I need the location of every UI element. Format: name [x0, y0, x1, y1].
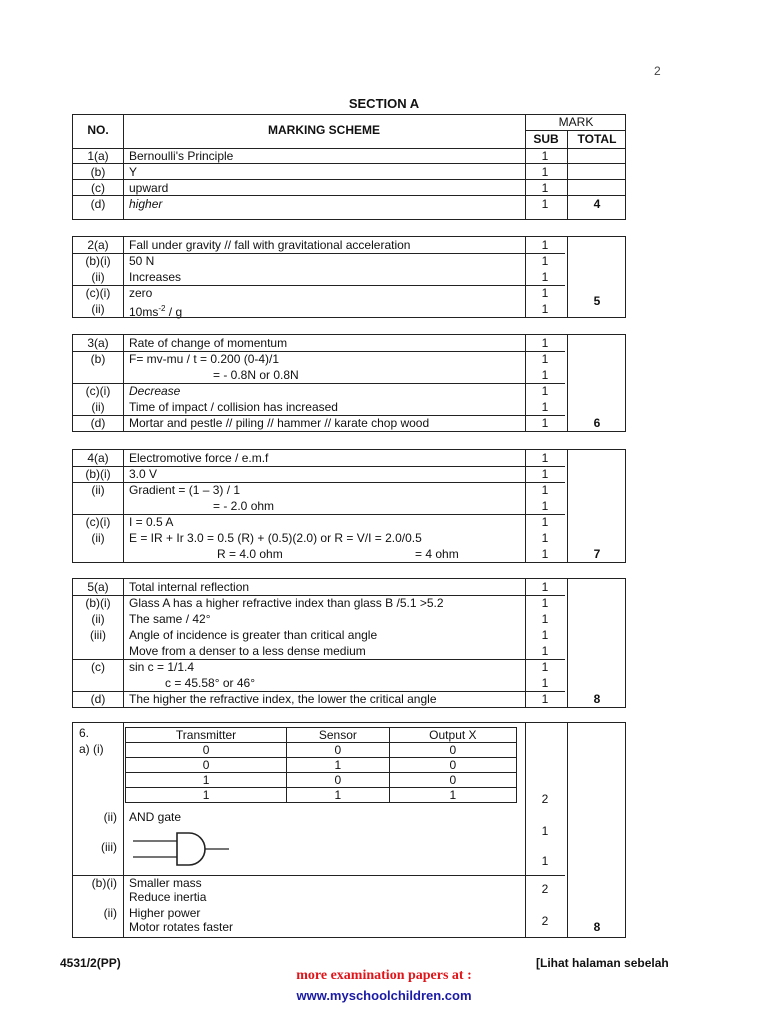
answer-row	[73, 546, 625, 562]
sub-mark: 1	[541, 499, 549, 513]
answer-row	[73, 196, 625, 212]
answer-row	[73, 611, 625, 627]
question-number: (ii)	[91, 483, 105, 497]
truth-table-cell: 0	[126, 758, 287, 773]
question-number: (iii)	[90, 628, 106, 642]
sub-mark: 1	[541, 336, 549, 350]
answer-text: Reduce inertia	[129, 890, 207, 904]
answer-row	[73, 415, 625, 431]
question-number: (c)	[91, 181, 105, 195]
sub-mark: 1	[541, 254, 549, 268]
total-mark: 8	[593, 920, 601, 934]
question-number: (b)	[90, 352, 106, 366]
answer-text: Motor rotates faster	[129, 920, 234, 934]
question-number: (iii)	[101, 840, 117, 854]
sub-mark: 1	[541, 612, 549, 626]
question-number: (ii)	[91, 302, 105, 316]
answer-text-after: / g	[165, 305, 183, 319]
question-number: 2(a)	[87, 238, 109, 252]
answer-text: upward	[129, 181, 169, 195]
sub-mark: 1	[541, 451, 549, 465]
question-number: (c)(i)	[85, 515, 111, 529]
question-number: (c)	[91, 660, 105, 674]
sub-mark: 2	[541, 882, 549, 896]
sub-mark: 1	[541, 197, 549, 211]
question-number: (b)(i)	[85, 467, 111, 481]
answer-row	[73, 643, 625, 659]
question-number: a) (i)	[79, 742, 104, 756]
answer-row	[73, 691, 625, 707]
question-number: 4(a)	[87, 451, 109, 465]
answer-text: = - 0.8N or 0.8N	[213, 368, 299, 382]
answer-text: Mortar and pestle // piling // hammer // karate chop wood	[129, 416, 430, 430]
answer-row	[73, 367, 625, 383]
header-total: TOTAL	[577, 132, 617, 146]
answer-row	[73, 269, 625, 285]
sub-mark: 1	[541, 149, 549, 163]
answer-text-alt: = 4 ohm	[415, 547, 459, 561]
promo-link[interactable]: www.myschoolchildren.com	[296, 988, 472, 1003]
answer-text: 50 N	[129, 254, 155, 268]
sub-mark: 1	[541, 416, 549, 430]
question-number: (c)(i)	[85, 384, 111, 398]
answer-text: The higher the refractive index, the lower the critical angle	[129, 692, 437, 706]
answer-text: Fall under gravity // fall with gravitational acceleration	[129, 238, 411, 252]
next-page-note: [Lihat halaman sebelah	[536, 956, 669, 970]
question-number: (d)	[90, 197, 106, 211]
truth-table-cell: 0	[126, 743, 287, 758]
answer-row	[73, 514, 625, 530]
answer-text: Smaller mass	[129, 876, 202, 890]
total-mark: 7	[593, 547, 601, 561]
header-mark: MARK	[558, 115, 594, 129]
sub-mark: 1	[541, 692, 549, 706]
question-number: 3(a)	[87, 336, 109, 350]
truth-table-cell: 1	[287, 758, 390, 773]
truth-table-row	[126, 758, 517, 773]
question-number: (ii)	[91, 612, 105, 626]
answer-text: Increases	[129, 270, 182, 284]
answer-text-base: 10ms	[129, 305, 159, 319]
answer-text: Electromotive force / e.m.f	[129, 451, 269, 465]
sub-mark: 1	[541, 181, 549, 195]
truth-table-cell: 0	[389, 773, 516, 788]
answer-row	[73, 579, 625, 595]
question-number: (b)(i)	[85, 596, 111, 610]
promo-text: more examination papers at :	[296, 968, 472, 983]
answer-text: 3.0 V	[129, 467, 158, 481]
question-number: (b)	[90, 165, 106, 179]
sub-mark: 1	[541, 286, 549, 300]
sub-mark: 1	[541, 580, 549, 594]
answer-row	[73, 383, 625, 399]
sub-mark: 1	[541, 676, 549, 690]
answer-superscript: -2	[158, 304, 166, 313]
question-number: (ii)	[103, 810, 117, 824]
question-number: (ii)	[91, 531, 105, 545]
answer-row	[73, 482, 625, 498]
answer-row	[73, 148, 625, 164]
answer-text: higher	[129, 197, 163, 211]
answer-row	[73, 450, 625, 466]
question-5-table	[72, 578, 626, 708]
answer-row	[73, 659, 625, 675]
sub-mark: 1	[541, 467, 549, 481]
sub-mark: 1	[541, 644, 549, 658]
truth-table-cell: 1	[126, 788, 287, 803]
truth-table-header: Sensor	[287, 728, 390, 743]
answer-row	[73, 180, 625, 196]
answer-text: = - 2.0 ohm	[213, 499, 275, 513]
answer-row	[73, 881, 625, 897]
question-number: (d)	[90, 416, 106, 430]
answer-row	[73, 498, 625, 514]
question-2-table	[72, 236, 626, 318]
answer-text: zero	[129, 286, 153, 300]
sub-mark: 1	[541, 352, 549, 366]
answer-text: F= mv-mu / t = 0.200 (0-4)/1	[129, 352, 280, 366]
answer-row	[73, 791, 625, 807]
answer-row	[73, 301, 625, 317]
answer-text: Rate of change of momentum	[129, 336, 288, 350]
page-number: 2	[654, 64, 661, 78]
answer-row	[73, 164, 625, 180]
sub-mark: 1	[541, 824, 549, 838]
sub-mark: 1	[541, 400, 549, 414]
answer-text: I = 0.5 A	[129, 515, 174, 529]
question-number: (b)(i)	[85, 254, 111, 268]
truth-table-cell: 1	[126, 773, 287, 788]
sub-mark: 1	[541, 531, 549, 545]
truth-table-cell: 1	[389, 788, 516, 803]
truth-table-cell: 0	[287, 773, 390, 788]
sub-mark: 2	[541, 914, 549, 928]
question-3-table	[72, 334, 626, 432]
question-number: 6.	[79, 726, 90, 740]
sub-mark: 1	[541, 368, 549, 382]
truth-table-row	[126, 743, 517, 758]
section-title: SECTION A	[348, 96, 420, 111]
question-number: (ii)	[103, 906, 117, 920]
question-number: (c)(i)	[85, 286, 111, 300]
answer-row	[73, 466, 625, 482]
question-number: 5(a)	[87, 580, 109, 594]
answer-text: Total internal reflection	[129, 580, 250, 594]
answer-row	[73, 253, 625, 269]
question-number: (d)	[90, 692, 106, 706]
truth-table-cell: 0	[389, 758, 516, 773]
header-no: NO.	[87, 123, 109, 137]
answer-row	[73, 285, 625, 301]
answer-text	[129, 301, 182, 320]
sub-mark: 1	[541, 238, 549, 252]
sub-mark: 1	[541, 384, 549, 398]
answer-row	[73, 627, 625, 643]
truth-table-header: Output X	[389, 728, 516, 743]
answer-text: Angle of incidence is greater than critical angle	[129, 628, 378, 642]
answer-text: sin c = 1/1.4	[129, 660, 195, 674]
truth-table-row	[126, 773, 517, 788]
sub-mark: 1	[541, 302, 549, 316]
answer-row	[73, 595, 625, 611]
total-mark: 8	[593, 692, 601, 706]
answer-text: Y	[129, 165, 138, 179]
answer-text: Higher power	[129, 906, 201, 920]
sub-mark: 1	[541, 628, 549, 642]
header-sub: SUB	[533, 132, 559, 146]
question-number: 1(a)	[87, 149, 109, 163]
total-mark: 4	[593, 197, 601, 211]
answer-row	[73, 335, 625, 351]
sub-mark: 1	[541, 165, 549, 179]
answer-row	[73, 853, 625, 869]
answer-text: Move from a denser to a less dense medium	[129, 644, 366, 658]
answer-row	[73, 399, 625, 415]
question-6-table	[72, 722, 626, 938]
question-1-table	[72, 114, 626, 220]
question-number: (ii)	[91, 270, 105, 284]
sub-mark: 1	[541, 483, 549, 497]
answer-row	[73, 530, 625, 546]
header-marking-scheme: MARKING SCHEME	[267, 123, 380, 137]
sub-mark: 1	[541, 515, 549, 529]
answer-text: Glass A has a higher refractive index than glass B /5.1 >5.2	[129, 596, 444, 610]
paper-code: 4531/2(PP)	[60, 956, 121, 970]
question-number: (b)(i)	[91, 876, 117, 890]
question-number: (ii)	[91, 400, 105, 414]
sub-mark: 1	[541, 854, 549, 868]
truth-table-header: Transmitter	[126, 728, 287, 743]
sub-mark: 1	[541, 547, 549, 561]
answer-text: Gradient = (1 – 3) / 1	[129, 483, 241, 497]
truth-table-cell: 1	[287, 788, 390, 803]
sub-mark: 2	[541, 792, 549, 806]
question-4-table	[72, 449, 626, 563]
answer-row	[73, 237, 625, 253]
answer-text: R = 4.0 ohm	[217, 547, 283, 561]
sub-mark: 1	[541, 270, 549, 284]
truth-table-header-row	[126, 728, 517, 743]
answer-row	[73, 675, 625, 691]
sub-mark: 1	[541, 660, 549, 674]
answer-text: Bernoulli's Principle	[129, 149, 234, 163]
answer-text: E = IR + Ir 3.0 = 0.5 (R) + (0.5)(2.0) or R = V/I = 2.0/0.5	[129, 531, 422, 545]
answer-text: The same / 42°	[129, 612, 211, 626]
total-mark: 5	[593, 294, 601, 308]
answer-text: Decrease	[129, 384, 181, 398]
sub-mark: 1	[541, 596, 549, 610]
total-mark: 6	[593, 416, 601, 430]
truth-table-cell: 0	[389, 743, 516, 758]
answer-text: Time of impact / collision has increased	[129, 400, 338, 414]
truth-table-cell: 0	[287, 743, 390, 758]
answer-text: c = 45.58° or 46°	[165, 676, 255, 690]
answer-row	[73, 351, 625, 367]
answer-text: AND gate	[129, 810, 182, 824]
answer-row	[73, 919, 625, 935]
